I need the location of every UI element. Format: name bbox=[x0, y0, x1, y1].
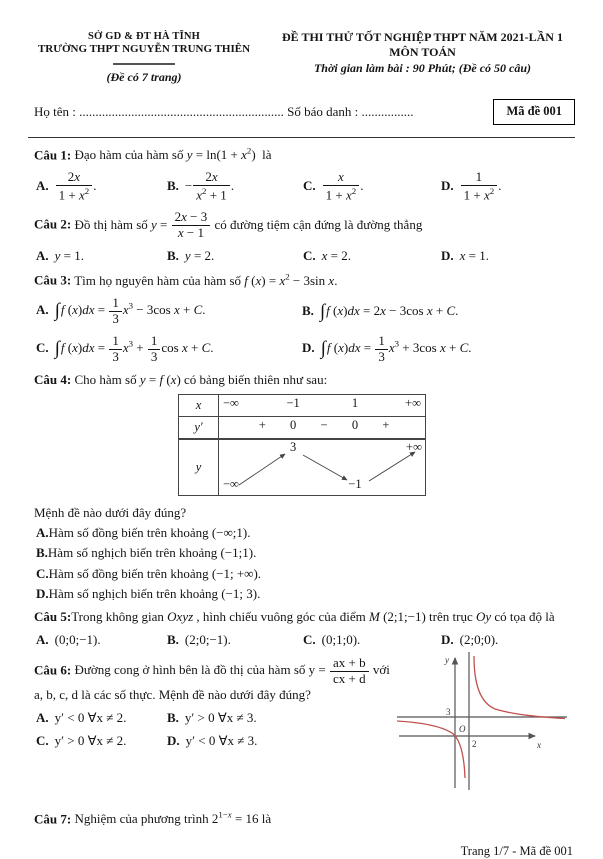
q4-option-b: B.Hàm số nghịch biến trên khoảng (−1;1). bbox=[36, 545, 257, 561]
function-graph bbox=[395, 650, 575, 796]
variation-table bbox=[178, 394, 426, 496]
q1-text: Đạo hàm của hàm số $y = \ln(1 + x^2)$ là bbox=[74, 145, 272, 162]
q4-options bbox=[36, 525, 575, 602]
header-title-block bbox=[260, 30, 575, 85]
header-rule bbox=[28, 137, 575, 138]
q3-option-c: C. ∫f (x)dx = $\frac{1}{3}$ $x^3$ + $\frac{1}{3}$ cos x + C. bbox=[36, 332, 214, 364]
q4-text: Cho hàm số y = f (x) có bảng biến thiên như sau: bbox=[74, 371, 328, 387]
v-asymptote-label: 2 bbox=[472, 738, 477, 749]
name-and-id-labels: Họ tên : ............................................................... Số báo danh : ................ bbox=[34, 103, 414, 119]
exam-duration: Thời gian làm bài : 90 Phút; (Đề có 50 câu) bbox=[313, 61, 532, 75]
x-axis-label: x bbox=[537, 739, 541, 750]
variation-table-yprime-row: y′ + 0 − 0 + bbox=[179, 417, 425, 439]
q2-option-a: A. y = 1. bbox=[36, 248, 85, 264]
question-2 bbox=[28, 210, 575, 264]
x-row-header: x bbox=[179, 395, 219, 416]
q7-text: Nghiệm của phương trình $2^{1-x} = 16$ là bbox=[74, 809, 272, 827]
q1-option-d: D. $\frac{1}{1 + x^2}$ . bbox=[441, 169, 502, 203]
candidate-row bbox=[34, 99, 575, 125]
q5-text: Trong không gian Oxyz , hình chiếu vuông góc của điểm M (2;1;−1) trên trục Oy có tọa độ là bbox=[71, 609, 555, 625]
h-asymptote-label: 3 bbox=[446, 706, 451, 717]
q3-options-row2 bbox=[36, 334, 575, 365]
q6-option-a: A. y′ < 0 ∀x ≠ 2. bbox=[36, 709, 127, 725]
question-3 bbox=[28, 271, 575, 364]
q6-option-b: B. y′ > 0 ∀x ≠ 3. bbox=[167, 709, 257, 725]
q4-label: Câu 4: bbox=[34, 371, 72, 387]
q6-option-d: D. y′ < 0 ∀x ≠ 3. bbox=[167, 733, 258, 749]
q1-option-b: B. − $\frac{2x}{x^2 + 1}$ . bbox=[167, 169, 235, 203]
exam-title: ĐỀ THI THỬ TỐT NGHIỆP THPT NĂM 2021-LẦN 1 bbox=[282, 30, 563, 44]
y-axis-label: y bbox=[445, 654, 449, 665]
q2-text: Đồ thị hàm số y = $\frac{2x - 3}{x - 1}$ có đường tiệm cận đứng là đường thẳng bbox=[74, 209, 423, 241]
q1-options bbox=[36, 170, 575, 203]
q3-label: Câu 3: bbox=[34, 272, 72, 288]
q6-text: Đường cong ở hình bên là đồ thị của hàm số y = $\frac{ax + b}{cx + d}$ với a, b, c, d là các số thực. Mệnh đề nào dưới đây đúng? bbox=[34, 654, 390, 702]
q1-option-a: A. $\frac{2x}{1 + x^2}$ . bbox=[36, 169, 97, 203]
q6-options-row1 bbox=[36, 710, 395, 726]
question-4 bbox=[28, 372, 575, 603]
origin-label: O bbox=[459, 723, 466, 734]
q5-label: Câu 5: bbox=[34, 609, 72, 625]
q5-options bbox=[36, 632, 575, 648]
y-row-header: y bbox=[179, 440, 219, 495]
yprime-row-header: y′ bbox=[179, 417, 219, 438]
q5-option-d: D. (2;0;0). bbox=[441, 632, 499, 648]
q4-option-c: C.Hàm số đồng biến trên khoảng (−1; +∞). bbox=[36, 565, 262, 581]
q4-option-a: A.Hàm số đồng biến trên khoảng (−∞;1). bbox=[36, 525, 251, 541]
q3-text: Tìm họ nguyên hàm của hàm số f $(x) = x^2 - 3\sin$ x. bbox=[74, 271, 338, 288]
q5-option-b: B. (2;0;−1). bbox=[167, 632, 231, 648]
question-7 bbox=[28, 810, 575, 828]
question-1 bbox=[28, 146, 575, 204]
q2-options bbox=[36, 248, 575, 264]
q7-label: Câu 7: bbox=[34, 811, 72, 827]
exam-code-badge: Mã đề 001 bbox=[493, 99, 575, 125]
q2-label: Câu 2: bbox=[34, 216, 72, 232]
q3-option-d: D. ∫f (x)dx = $\frac{1}{3}$ $x^3 + 3\cos$ x + C. bbox=[302, 332, 472, 364]
q2-option-d: D. x = 1. bbox=[441, 248, 490, 264]
q6-option-c: C. y′ > 0 ∀x ≠ 2. bbox=[36, 733, 127, 749]
exam-subject: MÔN TOÁN bbox=[389, 45, 456, 59]
q6-label: Câu 6: bbox=[34, 662, 72, 678]
q1-label: Câu 1: bbox=[34, 146, 72, 162]
q4-option-d: D.Hàm số nghịch biến trên khoảng (−1; 3). bbox=[36, 585, 261, 601]
q1-option-c: C. $\frac{x}{1 + x^2}$ . bbox=[303, 169, 364, 203]
department-name: SỞ GD & ĐT HÀ TĨNH bbox=[87, 31, 201, 42]
q6-options-row2 bbox=[36, 733, 395, 749]
header-school-block bbox=[28, 30, 260, 85]
page-footer: Trang 1/7 - Mã đề 001 bbox=[460, 843, 573, 858]
q2-option-c: C. x = 2. bbox=[303, 248, 352, 264]
school-name: TRƯỜNG THPT NGUYỄN TRUNG THIÊN bbox=[37, 43, 251, 56]
q4-prompt2: Mệnh đề nào dưới đây đúng? bbox=[34, 504, 187, 520]
variation-table-y-row: y −∞ 3 −1 +∞ bbox=[179, 439, 425, 495]
question-6 bbox=[28, 656, 575, 796]
q2-option-b: B. y = 2. bbox=[167, 248, 215, 264]
question-5 bbox=[28, 609, 575, 649]
q3-options-row1 bbox=[36, 296, 575, 327]
pages-note: (Đề có 7 trang) bbox=[106, 69, 182, 84]
q5-option-c: C. (0;1;0). bbox=[303, 632, 361, 648]
q3-option-b: B. ∫f (x)dx = 2x − 3cos x + C. bbox=[302, 300, 459, 322]
variation-table-x-row: x −∞ −1 1 +∞ bbox=[179, 395, 425, 417]
variation-arrows bbox=[219, 440, 425, 495]
q5-option-a: A. (0;0;−1). bbox=[36, 632, 101, 648]
header-divider bbox=[113, 63, 175, 65]
q3-option-a: A. ∫f (x)dx = $\frac{1}{3}$ $x^3 - 3\cos$ x + C. bbox=[36, 294, 206, 326]
hyperbola-graph-svg bbox=[395, 650, 575, 792]
header bbox=[28, 30, 575, 85]
